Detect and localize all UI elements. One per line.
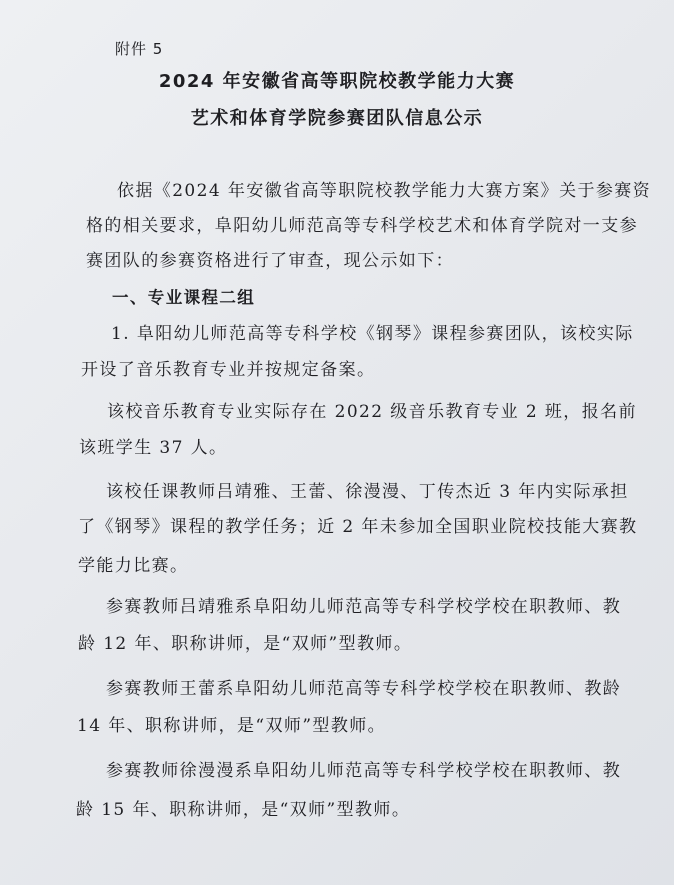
intro-line-1: 依据《2024 年安徽省高等职院校教学能力大赛方案》关于参赛资 xyxy=(117,181,652,201)
teacher1-line-2: 龄 12 年、职称讲师，是“双师”型教师。 xyxy=(78,634,413,654)
document-title-line1: 2024 年安徽省高等职院校教学能力大赛 xyxy=(158,71,516,92)
attachment-label: 附件 5 xyxy=(115,40,164,58)
class-info-line-1: 该校音乐教育专业实际存在 2022 级音乐教育专业 2 班，报名前 xyxy=(107,402,637,422)
teacher2-line-1: 参赛教师王蕾系阜阳幼儿师范高等专科学校学校在职教师、教龄 xyxy=(106,679,622,699)
teacher3-line-2: 龄 15 年、职称讲师，是“双师”型教师。 xyxy=(76,800,411,820)
item1-line-1: 1. 阜阳幼儿师范高等专科学校《钢琴》课程参赛团队，该校实际 xyxy=(111,324,634,344)
intro-line-3: 赛团队的参赛资格进行了审查，现公示如下： xyxy=(86,251,454,271)
document-title-line2: 艺术和体育学院参赛团队信息公示 xyxy=(190,108,484,129)
teachers-info-line-3: 学能力比赛。 xyxy=(78,556,189,576)
section-heading: 一、专业课程二组 xyxy=(112,288,256,307)
teachers-info-line-2: 了《钢琴》课程的教学任务；近 2 年未参加全国职业院校技能大赛教 xyxy=(78,517,638,537)
teacher3-line-1: 参赛教师徐漫漫系阜阳幼儿师范高等专科学校学校在职教师、教 xyxy=(106,761,622,781)
teacher2-line-2: 14 年、职称讲师，是“双师”型教师。 xyxy=(77,716,387,736)
teachers-info-line-1: 该校任课教师吕靖雅、王蕾、徐漫漫、丁传杰近 3 年内实际承担 xyxy=(106,482,629,502)
teacher1-line-1: 参赛教师吕靖雅系阜阳幼儿师范高等专科学校学校在职教师、教 xyxy=(106,597,622,617)
intro-line-2: 格的相关要求，阜阳幼儿师范高等专科学校艺术和体育学院对一支参 xyxy=(86,216,638,236)
class-info-line-2: 该班学生 37 人。 xyxy=(79,438,228,458)
item1-line-2: 开设了音乐教育专业并按规定备案。 xyxy=(81,360,376,380)
